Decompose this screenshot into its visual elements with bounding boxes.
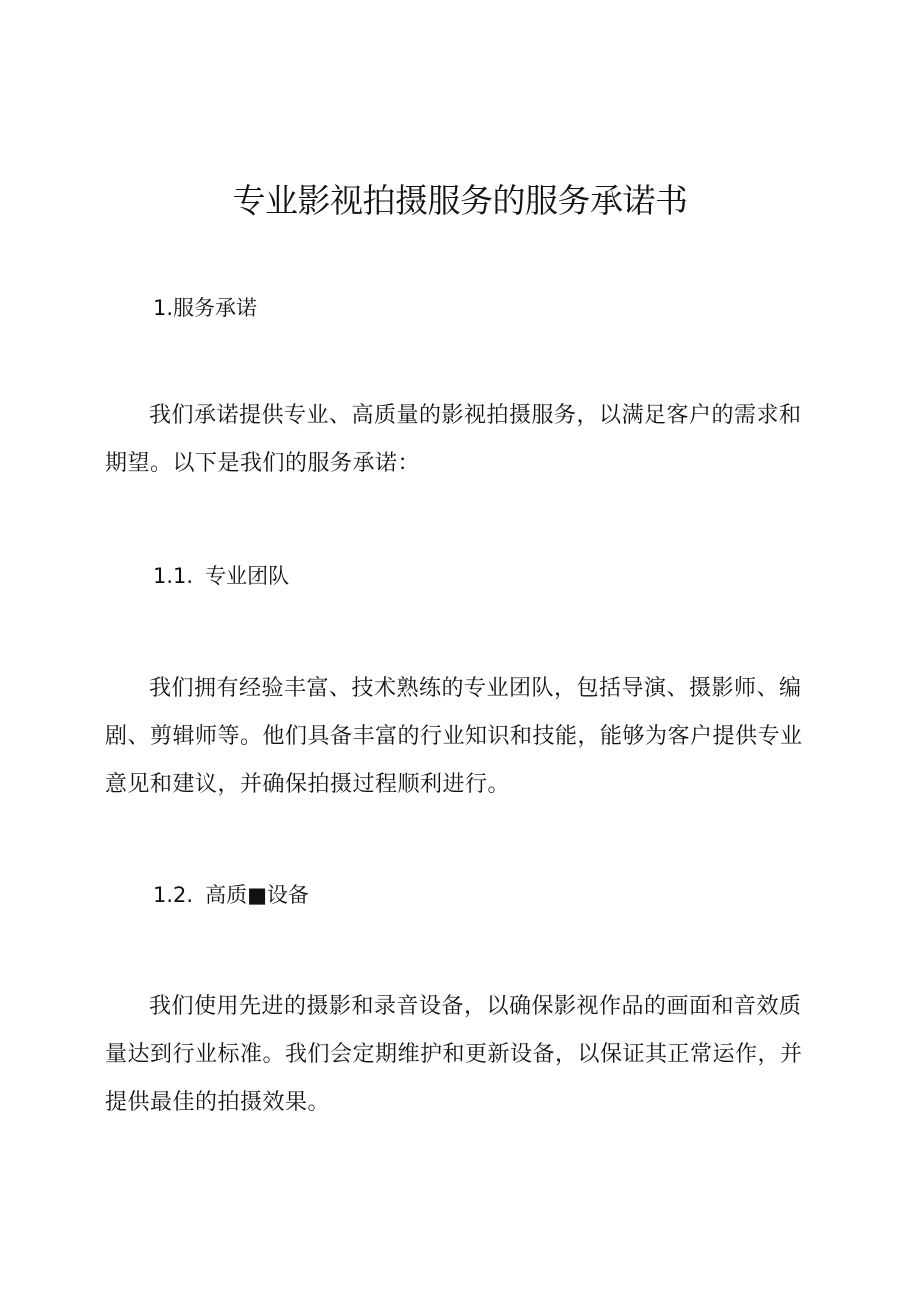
section-paragraph-high-quality-equipment: 我们使用先进的摄影和录音设备，以确保影视作品的画面和音效质量达到行业标准。我们会定期维护和更新设备，以保证其正常运作，并提供最佳的拍摄效果。 — [105, 994, 803, 1115]
section-heading-high-quality-equipment — [153, 880, 309, 910]
section-heading-text: 专业团队 — [205, 564, 290, 588]
section-heading-service-commitment — [153, 293, 257, 323]
section-number: 1.2. — [153, 883, 194, 907]
section-heading-text: 高质■设备 — [205, 883, 309, 907]
section-heading-text: 服务承诺 — [173, 296, 258, 320]
section-number: 1.1. — [153, 564, 194, 588]
section-paragraph-service-commitment: 我们承诺提供专业、高质量的影视拍摄服务，以满足客户的需求和期望。以下是我们的服务承诺： — [105, 403, 802, 476]
document-title: 专业影视拍摄服务的服务承诺书 — [232, 181, 688, 220]
section-number: 1. — [153, 296, 174, 320]
section-heading-professional-team — [153, 561, 289, 591]
section-paragraph-professional-team: 我们拥有经验丰富、技术熟练的专业团队，包括导演、摄影师、编剧、剪辑师等。他们具备丰富的行业知识和技能，能够为客户提供专业意见和建议，并确保拍摄过程顺利进行。 — [105, 676, 803, 797]
